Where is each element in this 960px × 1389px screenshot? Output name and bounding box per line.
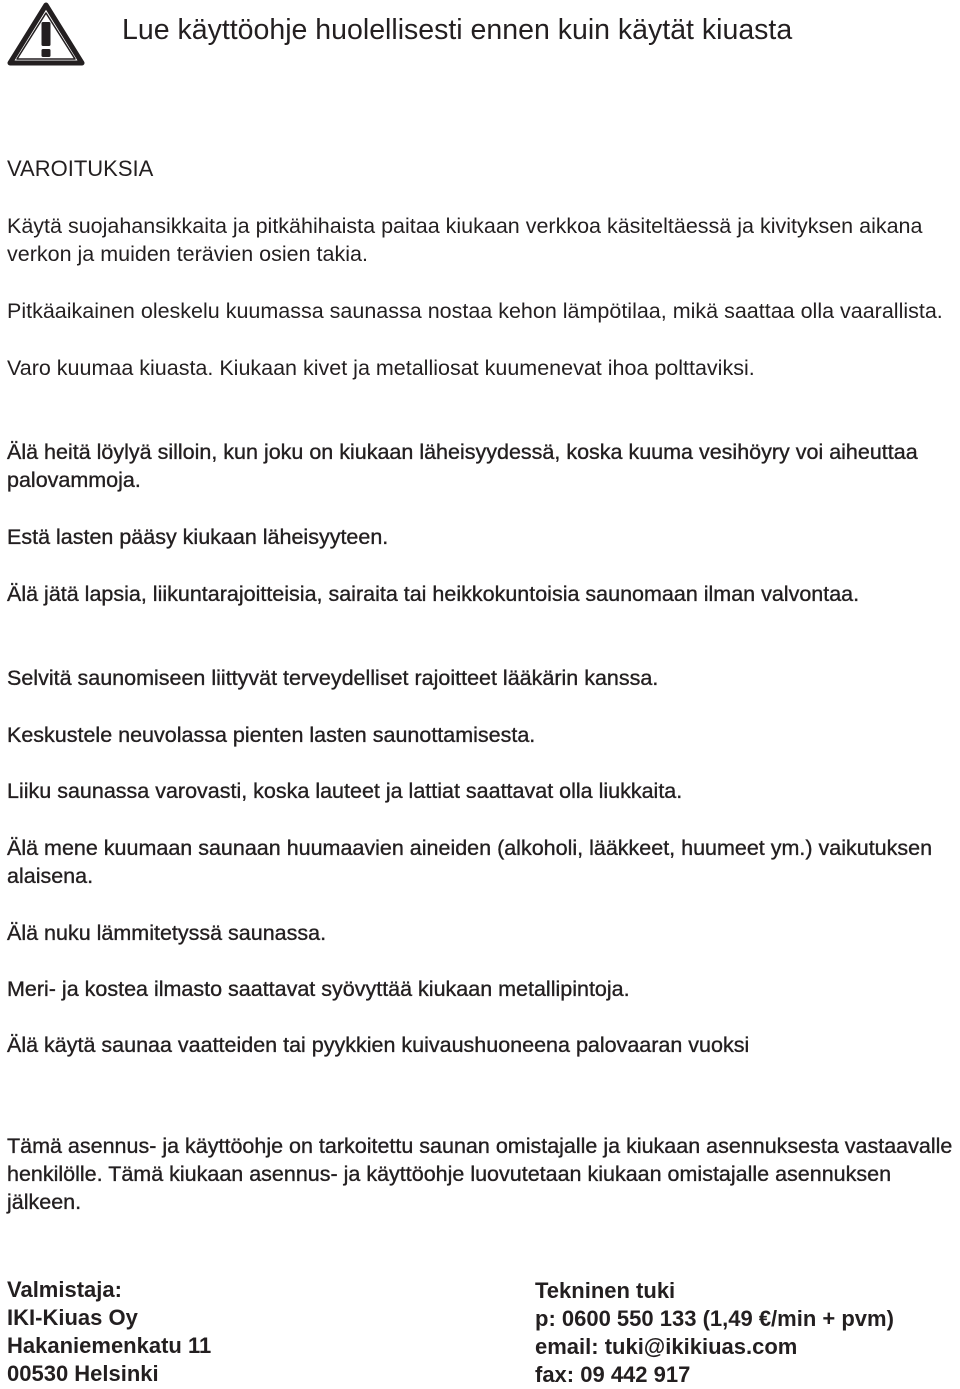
page-header	[6, 2, 956, 66]
warning-item: Selvitä saunomiseen liittyvät terveydelliset rajoitteet lääkärin kanssa.	[7, 666, 659, 690]
warning-item: Älä jätä lapsia, liikuntarajoitteisia, sairaita tai heikkokuntoisia saunomaan ilman valvontaa.	[7, 582, 860, 606]
warnings-heading: VAROITUKSIA	[7, 156, 154, 181]
warning-item: Älä mene kuumaan saunaan huumaavien aineiden (alkoholi, lääkkeet, huumeet ym.) vaikutuksen alaisena.	[7, 836, 933, 888]
warning-item: Älä heitä löylyä silloin, kun joku on kiukaan läheisyydessä, koska kuuma vesihöyry voi aiheuttaa palovammoja.	[7, 440, 918, 492]
warning-triangle-icon	[6, 2, 86, 66]
warning-item: Varo kuumaa kiuasta. Kiukaan kivet ja metalliosat kuumenevat ihoa polttaviksi.	[7, 356, 755, 380]
warning-item: Käytä suojahansikkaita ja pitkähihaista paitaa kiukaan verkkoa käsiteltäessä ja kivityksen aikana verkon ja muiden terävien osien takia.	[7, 214, 923, 266]
manufacturer-label: Valmistaja:	[7, 1277, 122, 1302]
warning-item: Estä lasten pääsy kiukaan läheisyyteen.	[7, 525, 389, 549]
support-email: email: tuki@ikikiuas.com	[535, 1334, 798, 1359]
support-fax: fax: 09 442 917	[535, 1362, 691, 1387]
warning-item: Meri- ja kostea ilmasto saattavat syövyttää kiukaan metallipintoja.	[7, 977, 630, 1001]
notice-paragraph: Tämä asennus- ja käyttöohje on tarkoitettu saunan omistajalle ja kiukaan asennuksesta vastaavalle henkilölle. Tämä kiukaan asennus- ja käyttöohje luovutetaan kiukaan omistajalle asennuksen jälkeen.	[7, 1134, 953, 1214]
warning-item: Keskustele neuvolassa pienten lasten saunottamisesta.	[7, 723, 536, 747]
support-phone: p: 0600 550 133 (1,49 €/min + pvm)	[535, 1306, 894, 1331]
warning-item: Älä käytä saunaa vaatteiden tai pyykkien kuivaushuoneena palovaaran vuoksi	[7, 1033, 750, 1057]
warning-item: Liiku saunassa varovasti, koska lauteet ja lattiat saattavat olla liukkaita.	[7, 779, 683, 803]
support-info	[535, 1277, 894, 1389]
manufacturer-info	[7, 1276, 211, 1388]
manufacturer-street: Hakaniemenkatu 11	[7, 1333, 212, 1358]
manufacturer-name: IKI-Kiuas Oy	[7, 1305, 138, 1330]
support-label: Tekninen tuki	[535, 1278, 676, 1303]
page-title: Lue käyttöohje huolellisesti ennen kuin käytät kiuasta	[122, 14, 793, 46]
warning-item: Älä nuku lämmitetyssä saunassa.	[7, 921, 327, 945]
manufacturer-city: 00530 Helsinki	[7, 1361, 159, 1386]
warning-item: Pitkäaikainen oleskelu kuumassa saunassa nostaa kehon lämpötilaa, mikä saattaa olla vaarallista.	[7, 299, 943, 323]
